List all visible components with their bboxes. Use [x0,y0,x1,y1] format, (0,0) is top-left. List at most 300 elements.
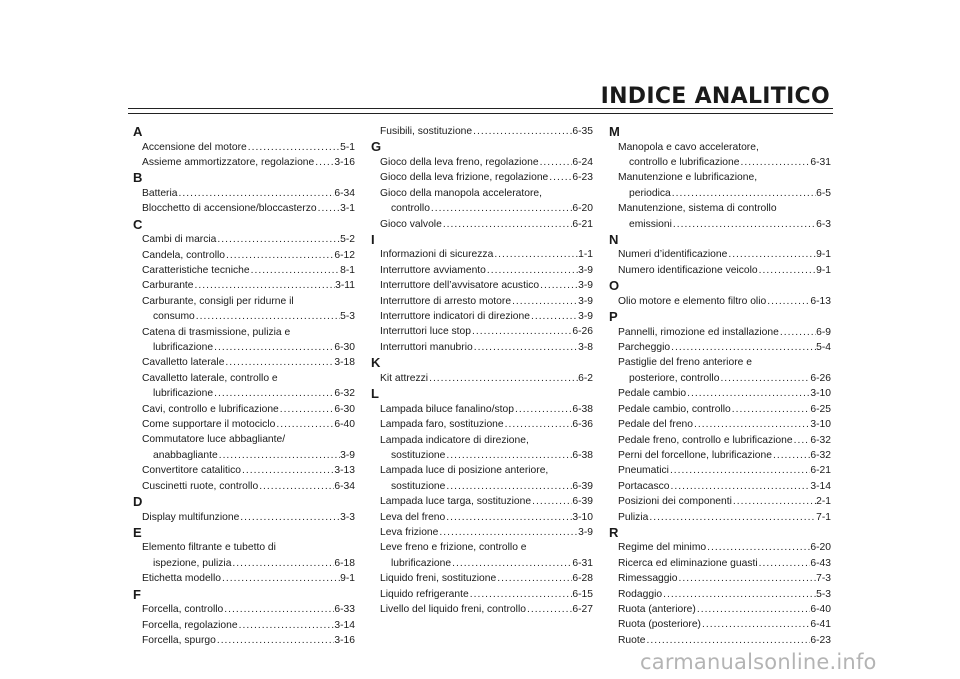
entry-text: Interruttore di arresto motore [380,295,512,307]
section-letter: L [371,386,379,402]
section-letter: E [133,524,142,540]
entry-text: Parcheggio [618,342,671,354]
index-entry: Elemento filtrante e tubetto di [142,542,276,554]
index-entry [371,494,593,509]
page-reference: 6-9 [816,326,831,338]
entry-text: Gioco della leva freno, regolazione [380,156,539,168]
page-reference: 6-24 [572,156,593,168]
index-entry [133,232,355,247]
entry-text: ispezione, pulizia [153,557,232,569]
page-reference: 9-1 [340,573,355,585]
entry-text: Leva frizione [380,526,439,538]
page-reference: 3-14 [334,619,355,631]
page-reference: 6-23 [572,172,593,184]
leader-dots [672,217,816,232]
index-entry [609,571,831,586]
index-entry: Manopola e cavo acceleratore, [618,141,759,153]
entry-text: Accensione del motore [142,141,247,153]
section-letter: F [133,586,141,602]
leader-dots [539,278,578,293]
leader-dots [195,309,340,324]
section-letter: O [609,278,620,294]
leader-dots [438,525,578,540]
page-reference: 6-2 [578,372,593,384]
page-reference: 3-8 [578,341,593,353]
entry-text: Blocchetto di accensione/bloccasterzo [142,203,317,215]
section-letter: M [609,124,620,139]
page-reference: 6-32 [810,434,831,446]
entry-text: Interruttore indicatori di direzione [380,311,530,323]
index-entry [133,510,355,525]
page-reference: 6-32 [810,449,831,461]
page-reference: 6-39 [572,496,593,508]
index-entry [371,201,593,216]
leader-dots [445,510,572,525]
page-reference: 6-28 [572,573,593,585]
leader-dots [693,417,810,432]
index-entry [371,417,593,432]
leader-dots [275,417,334,432]
entry-text: Leva del freno [380,511,446,523]
page-reference: 3-9 [578,280,593,292]
entry-text: Liquido freni, sostituzione [380,573,497,585]
index-entry: Commutatore luce abbagliante/ [142,434,286,446]
entry-text: Gioco della leva frizione, regolazione [380,172,549,184]
page-reference: 3-18 [334,357,355,369]
leader-dots [471,324,572,339]
entry-text: Cavi, controllo e lubrificazione [142,403,279,415]
entry-text: Pannelli, rimozione ed installazione [618,326,779,338]
leader-dots [442,217,573,232]
page-reference: 5-2 [340,234,355,246]
leader-dots [314,155,334,170]
leader-dots [719,371,810,386]
index-entry [371,556,593,571]
section-letter: G [371,139,382,155]
leader-dots [473,340,578,355]
leader-dots [213,386,334,401]
index-entry [133,309,355,324]
index-entry: Gioco della manopola acceleratore, [380,187,542,199]
index-entry: Pastiglie del freno anteriore e [618,357,752,369]
index-entry [133,201,355,216]
index-entry [609,371,831,386]
entry-text: controllo e lubrificazione [629,156,740,168]
entry-text: Olio motore e elemento filtro olio [618,295,767,307]
page-reference: 5-3 [340,311,355,323]
index-entry: Cavalletto laterale, controllo e [142,372,278,384]
page-reference: 7-1 [816,511,831,523]
page-reference: 3-10 [810,388,831,400]
leader-dots [247,140,340,155]
index-entry [609,479,831,494]
leader-dots [731,402,811,417]
entry-text: Rimessaggio [618,573,678,585]
page-reference: 5-1 [340,141,355,153]
index-entry [371,217,593,232]
entry-text: Forcella, spurgo [142,634,216,646]
entry-text: Pedale cambio, controllo [618,403,731,415]
entry-text: Perni del forcellone, lubrificazione [618,449,772,461]
index-column-1 [133,124,355,648]
entry-text: Informazioni di sicurezza [380,249,494,261]
index-entry [371,170,593,185]
page-reference: 9-1 [816,264,831,276]
page-reference: 6-30 [334,403,355,415]
entry-text: Caratteristiche tecniche [142,264,250,276]
index-entry: Catena di trasmissione, pulizia e [142,326,291,338]
page-reference: 8-1 [340,264,355,276]
page-reference: 3-10 [572,511,593,523]
page-reference: 3-11 [335,280,355,292]
section-letter: N [609,231,619,247]
page-reference: 7-3 [816,573,831,585]
index-entry [371,247,593,262]
page-reference: 6-26 [810,372,831,384]
page-reference: 3-1 [340,203,355,215]
index-entry [133,402,355,417]
index-entry [609,633,831,648]
entry-text: lubrificazione [153,341,214,353]
leader-dots [451,556,572,571]
entry-text: Pneumatici [618,465,669,477]
index-entry [609,340,831,355]
page-reference: 6-20 [810,542,831,554]
index-entry [133,263,355,278]
leader-dots [317,201,341,216]
page-reference: 6-21 [572,218,593,230]
leader-dots [472,124,572,139]
leader-dots [250,263,341,278]
index-entry [609,155,831,170]
entry-text: Pedale freno, controllo e lubrificazione [618,434,793,446]
watermark: carmanualsonline.info [640,650,877,674]
entry-text: Rodaggio [618,588,663,600]
index-entry [609,417,831,432]
leader-dots [648,510,816,525]
index-entry [371,309,593,324]
entry-text: Posizioni dei componenti [618,496,732,508]
page-reference: 5-3 [816,588,831,600]
leader-dots [539,155,573,170]
header-rule-thick [128,108,833,109]
section-letter: A [133,124,143,139]
index-entry [609,386,831,401]
leader-dots [670,340,816,355]
page-reference: 3-9 [578,526,593,538]
leader-dots [194,278,336,293]
entry-text: Liquido refrigerante [380,588,469,600]
leader-dots [178,186,335,201]
leader-dots [706,540,810,555]
section-letter: B [133,170,143,186]
index-entry: Lampada luce di posizione anteriore, [380,465,549,477]
entry-text: Interruttore dell’avvisatore acustico [380,280,540,292]
index-entry [371,479,593,494]
page-reference: 3-14 [810,480,831,492]
leader-dots [701,617,810,632]
leader-dots [526,602,572,617]
index-entry: Manutenzione, sistema di controllo [618,203,777,215]
leader-dots [758,263,816,278]
page-reference: 6-38 [572,403,593,415]
index-entry [609,587,831,602]
entry-text: Assieme ammortizzatore, regolazione [142,156,315,168]
page-reference: 6-12 [334,249,355,261]
leader-dots [511,294,578,309]
page-reference: 6-31 [572,557,593,569]
index-entry [371,278,593,293]
index-entry [609,556,831,571]
entry-text: Kit attrezzi [380,372,429,384]
index-entry [609,325,831,340]
index-entry: Carburante, consigli per ridurne il [142,295,294,307]
page-reference: 6-15 [572,588,593,600]
leader-dots [231,556,334,571]
section-letter: C [133,216,143,232]
page-reference: 3-9 [578,311,593,323]
page-reference: 6-35 [572,126,593,137]
entry-text: Cuscinetti ruote, controllo [142,480,259,492]
page-reference: 3-13 [334,465,355,477]
index-entry [609,448,831,463]
index-entry [133,556,355,571]
entry-text: Ruota (posteriore) [618,619,701,631]
entry-text: Ricerca ed eliminazione guasti [618,557,758,569]
leader-dots [504,417,573,432]
index-entry [371,340,593,355]
section-letter: R [609,524,619,540]
page-reference: 6-39 [572,480,593,492]
page-reference: 6-5 [816,187,831,199]
index-entry [133,278,355,293]
leader-dots [241,463,334,478]
index-entry [371,294,593,309]
entry-text: consumo [153,311,195,323]
index-entry [609,494,831,509]
index-entry [133,248,355,263]
entry-text: Candela, controllo [142,249,225,261]
page-reference: 6-21 [810,465,831,477]
index-entry [609,263,831,278]
leader-dots [225,248,334,263]
index-entry: Manutenzione e lubrificazione, [618,172,758,184]
leader-dots [238,618,335,633]
index-entry [133,448,355,463]
entry-text: Forcella, controllo [142,604,224,616]
index-entry [133,417,355,432]
page-reference: 3-16 [334,156,355,168]
entry-text: Convertitore catalitico [142,465,242,477]
leader-dots [662,587,816,602]
leader-dots [216,633,335,648]
index-entry [371,587,593,602]
leader-dots [772,448,810,463]
page-reference: 6-18 [334,557,355,569]
entry-text: Cavalletto laterale [142,357,225,369]
index-entry [609,617,831,632]
entry-text: lubrificazione [391,557,452,569]
entry-text: Cambi di marcia [142,234,217,246]
entry-text: Livello del liquido freni, controllo [380,603,526,615]
entry-text: Interruttore avviamento [380,264,486,276]
leader-dots [732,494,816,509]
page-reference: 6-34 [334,480,355,492]
leader-dots [758,556,811,571]
page-reference: 1-1 [578,249,593,261]
index-entry [371,371,593,386]
index-entry [133,618,355,633]
index-entry [371,155,593,170]
index-entry [371,571,593,586]
page-reference: 3-3 [340,511,355,523]
page-reference: 3-9 [340,449,355,461]
index-entry [371,124,593,139]
entry-text: Portacasco [618,480,670,492]
page-reference: 6-27 [572,603,593,615]
index-entry [133,186,355,201]
section-letter: P [609,309,618,325]
page-reference: 6-40 [334,419,355,430]
page-reference: 6-34 [334,187,355,199]
entry-text: controllo [391,203,430,215]
page-reference: 6-33 [334,604,355,616]
leader-dots [218,448,340,463]
index-entry [609,186,831,201]
leader-dots [671,186,816,201]
page-reference: 6-43 [810,557,831,569]
page-title: INDICE ANALITICO [600,84,830,109]
page-reference: 6-41 [810,619,831,631]
leader-dots [221,571,340,586]
leader-dots [739,155,810,170]
leader-dots [216,232,340,247]
entry-text: Interruttori manubrio [380,341,473,353]
index-entry: Leve freno e frizione, controllo e [380,542,527,554]
entry-text: Fusibili, sostituzione [380,126,473,137]
leader-dots [430,201,572,216]
index-entry [371,525,593,540]
leader-dots [258,479,334,494]
section-letter: D [133,494,143,510]
page-reference: 6-38 [572,449,593,461]
entry-text: Pedale cambio [618,388,687,400]
entry-text: periodica [629,187,671,199]
leader-dots [779,325,816,340]
leader-dots [514,402,572,417]
index-entry [371,602,593,617]
entry-text: Ruota (anteriore) [618,604,696,616]
entry-text: sostituzione [391,480,446,492]
header-rule-thin [128,113,833,114]
page-reference: 6-31 [810,156,831,168]
page-reference: 6-26 [572,326,593,338]
index-entry [371,510,593,525]
index-column-2 [371,124,593,617]
entry-text: Pulizia [618,511,649,523]
entry-text: Etichetta modello [142,573,221,585]
entry-text: Batteria [142,187,178,199]
leader-dots [669,463,810,478]
index-entry [371,324,593,339]
leader-dots [239,510,340,525]
entry-text: Lampada biluce fanalino/stop [380,403,514,415]
leader-dots [445,479,572,494]
entry-text: Display multifunzione [142,511,240,523]
leader-dots [686,386,810,401]
index-entry [133,633,355,648]
page-reference: 3-10 [810,419,831,431]
entry-text: emissioni [629,218,672,230]
index-entry [371,448,593,463]
leader-dots [531,494,572,509]
entry-text: Ruote [618,634,646,646]
leader-dots [223,602,334,617]
index-entry [133,602,355,617]
page-reference: 6-30 [334,341,355,353]
page-reference: 6-23 [810,634,831,646]
page-reference: 6-25 [810,403,831,415]
entry-text: posteriore, controllo [629,372,720,384]
entry-text: Numero identificazione veicolo [618,264,758,276]
index-entry: Lampada indicatore di direzione, [380,434,529,446]
page-reference: 6-32 [334,388,355,400]
entry-text: sostituzione [391,449,446,461]
entry-text: Forcella, regolazione [142,619,238,631]
index-entry [133,479,355,494]
page-reference: 3-16 [334,634,355,646]
index-entry [133,155,355,170]
index-entry [133,140,355,155]
entry-text: Carburante [142,280,194,292]
index-entry [133,463,355,478]
index-entry [371,263,593,278]
leader-dots [670,479,811,494]
leader-dots [548,170,572,185]
leader-dots [530,309,578,324]
page-reference: 2-1 [816,496,831,508]
page-reference: 6-20 [572,203,593,215]
leader-dots [696,602,811,617]
index-entry [133,571,355,586]
page-reference: 3-9 [578,264,593,276]
index-entry [133,386,355,401]
index-entry [133,340,355,355]
index-entry [609,433,831,448]
page-reference: 6-36 [572,419,593,431]
page-reference: 6-40 [810,604,831,616]
entry-text: lubrificazione [153,388,214,400]
leader-dots [678,571,817,586]
entry-text: anabbagliante [153,449,218,461]
index-entry [609,463,831,478]
index-entry [609,294,831,309]
index-entry [609,402,831,417]
leader-dots [793,433,811,448]
entry-text: Interruttori luce stop [380,326,471,338]
page-reference: 5-4 [816,342,831,354]
page-reference: 6-3 [816,218,831,230]
leader-dots [428,371,578,386]
index-column-3 [609,124,831,648]
section-letter: I [371,231,375,247]
leader-dots [445,448,572,463]
index-entry [133,355,355,370]
leader-dots [486,263,578,278]
index-entry [609,602,831,617]
page-reference: 6-13 [810,295,831,307]
leader-dots [727,247,816,262]
